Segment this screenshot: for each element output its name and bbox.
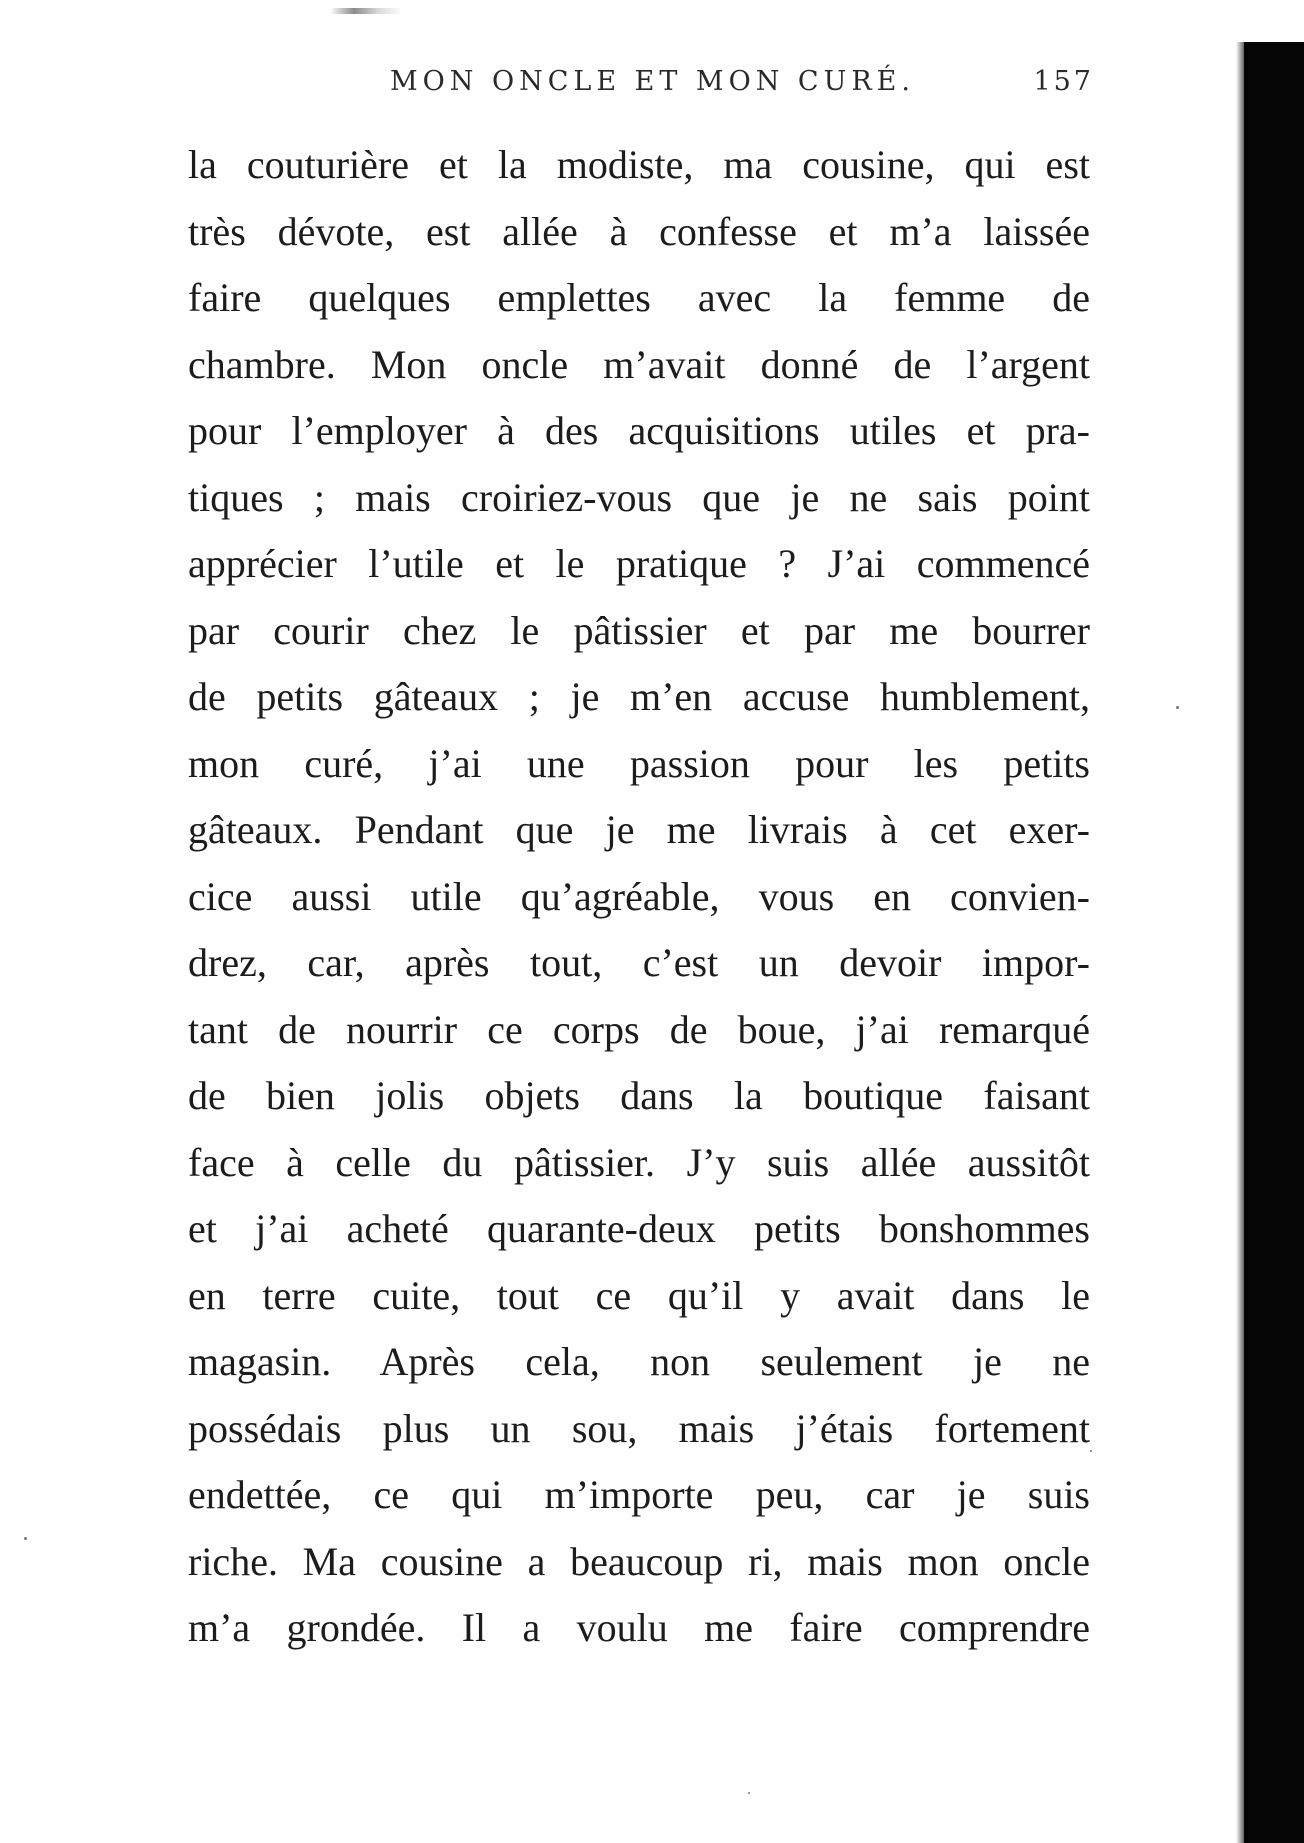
text-line: tant de nourrir ce corps de boue, j’ai remarqué [188,1006,1090,1052]
text-line: mon curé, j’ai une passion pour les petits [188,740,1090,786]
scan-page-edge [1244,42,1304,1843]
scan-smudge [330,8,402,14]
text-line: riche. Ma cousine a beaucoup ri, mais mon oncle [188,1538,1090,1584]
text-line: endettée, ce qui m’importe peu, car je suis [188,1472,1090,1517]
text-line: très dévote, est allée à confesse et m’a laissée [188,208,1090,254]
scan-speck [1176,706,1179,709]
text-line: par courir chez le pâtissier et par me bourrer [188,607,1090,653]
running-head [180,66,1100,106]
text-line: apprécier l’utile et le pratique ? J’ai commencé [188,541,1090,586]
text-line: face à celle du pâtissier. J’y suis allée aussitôt [188,1139,1090,1185]
text-line: en terre cuite, tout ce qu’il y avait dans le [188,1272,1090,1318]
text-line: cice aussi utile qu’agréable, vous en convien- [188,873,1090,919]
scan-speck [748,1792,750,1794]
text-line: de petits gâteaux ; je m’en accuse humblement, [188,674,1090,719]
text-line: m’a grondée. Il a voulu me faire comprendre [188,1605,1090,1650]
text-line: la couturière et la modiste, ma cousine, qui est [188,142,1090,187]
text-line: chambre. Mon oncle m’avait donné de l’argent [188,341,1090,387]
scan-speck [24,1537,27,1540]
text-line: drez, car, après tout, c’est un devoir impor- [188,940,1090,985]
body-text [188,132,1090,1662]
text-line: possédais plus un sou, mais j’étais fortement [188,1405,1090,1451]
text-line: tiques ; mais croiriez-vous que je ne sais point [188,474,1090,520]
page-number: 157 [1033,66,1094,97]
text-line: faire quelques emplettes avec la femme de [188,275,1090,320]
scan-speck [1090,1450,1092,1452]
text-line: magasin. Après cela, non seulement je ne [188,1339,1090,1384]
text-line: de bien jolis objets dans la boutique faisant [188,1073,1090,1118]
text-line: pour l’employer à des acquisitions utiles et pra- [188,408,1090,453]
text-line: gâteaux. Pendant que je me livrais à cet exer- [188,807,1090,852]
text-line: et j’ai acheté quarante-deux petits bonshommes [188,1206,1090,1251]
running-title: MON ONCLE ET MON CURÉ. [390,66,915,97]
